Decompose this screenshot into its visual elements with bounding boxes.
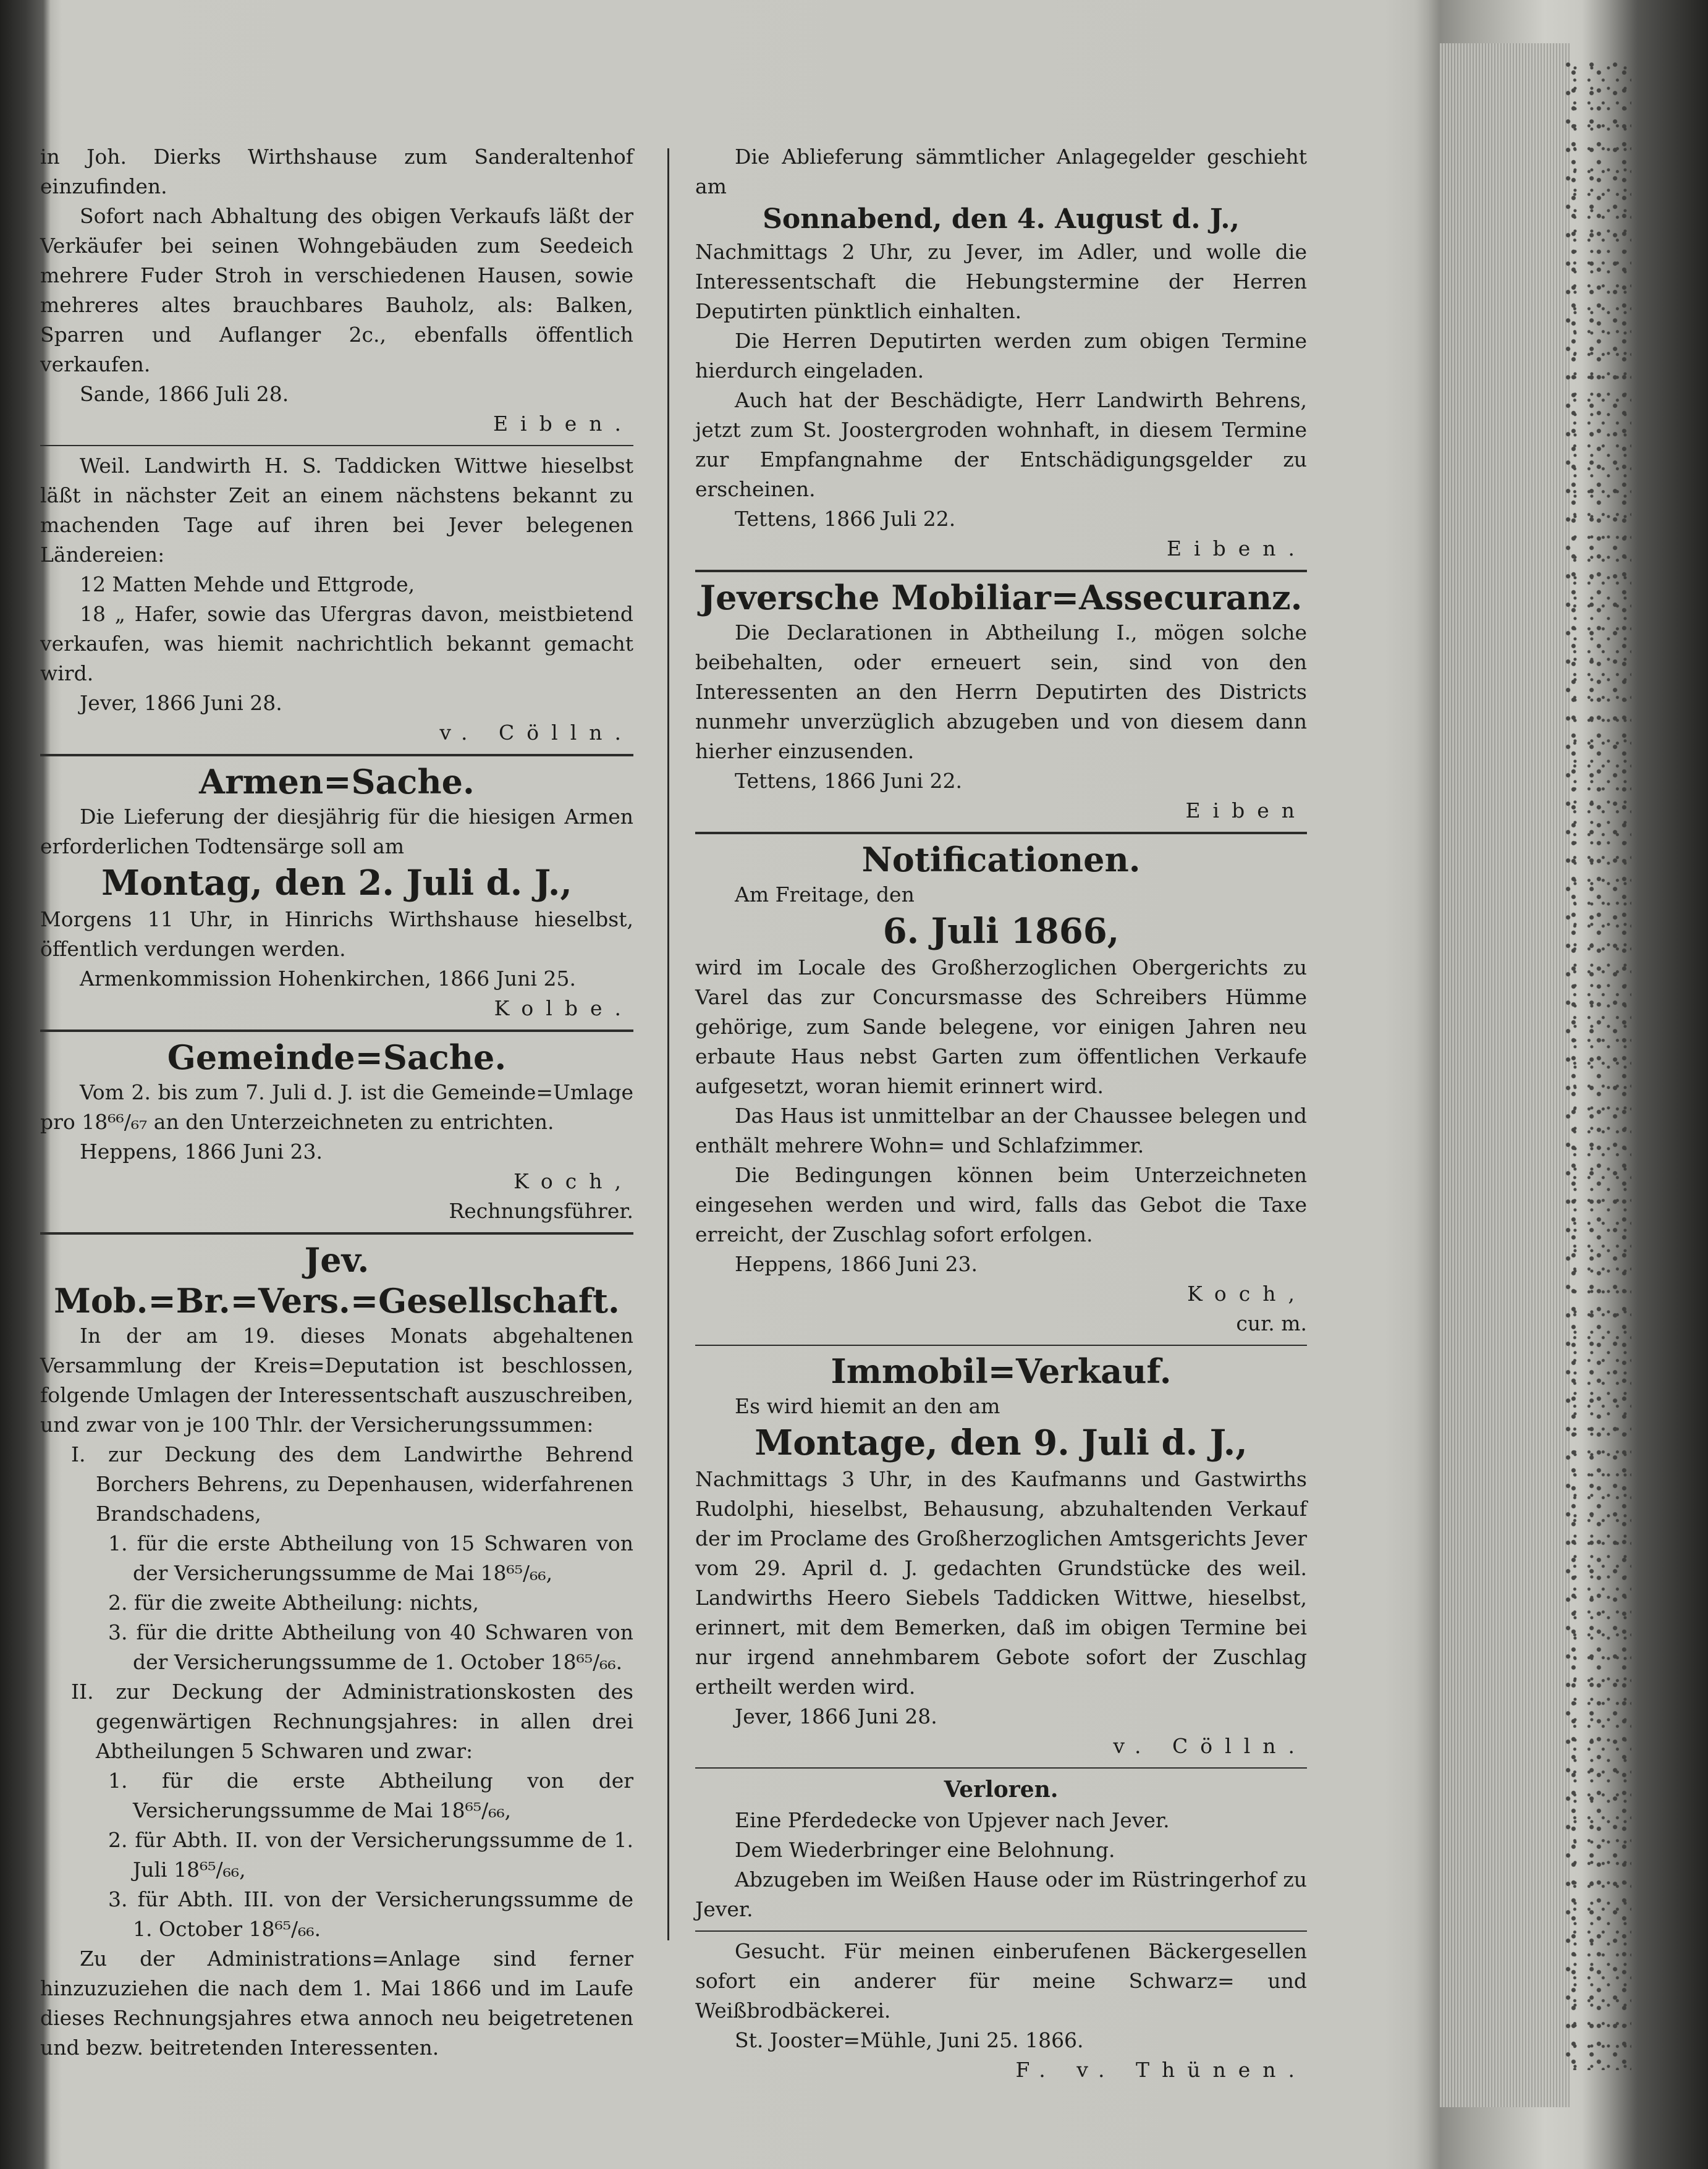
list-item: 2. für Abth. II. von der Versicherungssumme de 1. Juli 18⁶⁵/₆₆, <box>108 1828 633 1882</box>
text-paragraph: Nachmittags 3 Uhr, in des Kaufmanns und Gastwirths Rudolphi, hieselbst, Behausung, abzuhaltenden Verkauf der im Proclame des Großherzoglichen Amtsgerichts Jever vom 29. April d. J. gedachten Grundstücke des weil. Landwirths Heero Siebels Taddicken Wittwe, hieselbst, erinnert, mit dem Bemerken, daß im obigen Termine bei nur irgend annehmbarem Gebote sofort der Zuschlag ertheilt werden wird. <box>695 1467 1307 1699</box>
text-line: Eine Pferdedecke von Upjever nach Jever. <box>735 1808 1170 1832</box>
text-paragraph: Die Herren Deputirten werden zum obigen Termine hierdurch eingeladen. <box>695 329 1307 383</box>
text-paragraph: Morgens 11 Uhr, in Hinrichs Wirthshause hieselbst, öffentlich verdungen werden. <box>40 907 633 961</box>
text-paragraph: Abzugeben im Weißen Hause oder im Rüstringerhof zu Jever. <box>695 1867 1307 1921</box>
signature: Eiben <box>1185 798 1307 822</box>
text-line: 12 Matten Mehde und Ettgrode, <box>80 572 415 596</box>
book-page-edges <box>1440 43 1570 2107</box>
section-heading: Jev. Mob.=Br.=Vers.=Gesellschaft. <box>54 1240 620 1321</box>
text-paragraph: 18 „ Hafer, sowie das Ufergras davon, meistbietend verkaufen, was hiemit nachrichtlich bekannt gemacht wird. <box>40 602 633 685</box>
signature: Koch, <box>514 1169 633 1193</box>
text-paragraph: Die Bedingungen können beim Unterzeichneten eingesehen werden und wird, falls das Gebot die Taxe erreicht, der Zuschlag sofort erfolgen. <box>695 1163 1307 1246</box>
event-date: 6. Juli 1866, <box>882 911 1120 952</box>
divider <box>695 1345 1307 1346</box>
text-line: Am Freitage, den <box>735 882 915 907</box>
list-item: I. zur Deckung des dem Landwirthe Behrend Borchers Behrens, zu Depenhausen, widerfahrenen Brandschadens, <box>71 1442 633 1526</box>
divider <box>40 1232 633 1235</box>
dateline: Jever, 1866 Juni 28. <box>80 691 282 715</box>
text-paragraph: Vom 2. bis zum 7. Juli d. J. ist die Gemeinde=Umlage pro 18⁶⁶/₆₇ an den Unterzeichneten zu entrichten. <box>40 1080 633 1134</box>
text-paragraph: Weil. Landwirth H. S. Taddicken Wittwe hieselbst läßt in nächster Zeit an einem nächstens bekannt zu machenden Tage auf ihren bei Jever belegenen Ländereien: <box>40 454 633 567</box>
page-edge-speckles <box>1563 62 1631 2070</box>
signature-title: cur. m. <box>1236 1311 1307 1335</box>
text-paragraph: Die Ablieferung sämmtlicher Anlagegelder geschieht am <box>695 145 1307 198</box>
signature: v. Cölln. <box>439 721 633 745</box>
column-divider <box>667 148 669 1940</box>
section-heading: Immobil=Verkauf. <box>831 1351 1172 1391</box>
event-date: Montag, den 2. Juli d. J., <box>101 863 572 903</box>
dateline: Tettens, 1866 Juni 22. <box>735 769 962 793</box>
text-paragraph: Gesucht. Für meinen einberufenen Bäckergesellen sofort ein anderer für meine Schwarz= und Weißbrodbäckerei. <box>695 1939 1307 2023</box>
signature: Kolbe. <box>494 996 633 1020</box>
event-date: Montage, den 9. Juli d. J., <box>755 1423 1248 1463</box>
text-paragraph: wird im Locale des Großherzoglichen Obergerichts zu Varel das zur Concursmasse des Schreibers Hümme gehörige, zum Sande belegene, vor einigen Jahren neu erbaute Haus nebst Garten zum öffentlichen Verkaufe aufgesetzt, woran hiemit erinnert wird. <box>695 955 1307 1098</box>
text-paragraph: Zu der Administrations=Anlage sind ferner hinzuzuziehen die nach dem 1. Mai 1866 und im Laufe dieses Rechnungsjahres etwa annoch neu beigetretenen und bezw. beitretenden Interessenten. <box>40 1947 633 2060</box>
dateline: Armenkommission Hohenkirchen, 1866 Juni 25. <box>80 966 576 991</box>
section-heading: Verloren. <box>944 1777 1059 1803</box>
list-item: 1. für die erste Abtheilung von der Versicherungssumme de Mai 18⁶⁵/₆₆, <box>108 1769 633 1822</box>
dateline: Heppens, 1866 Juni 23. <box>735 1252 978 1276</box>
signature: v. Cölln. <box>1113 1734 1307 1758</box>
section-heading: Armen=Sache. <box>199 762 475 801</box>
list-item: 1. für die erste Abtheilung von 15 Schwaren von der Versicherungssumme de Mai 18⁶⁵/₆₆, <box>108 1531 633 1585</box>
divider <box>40 754 633 756</box>
signature: Eiben. <box>1166 536 1307 560</box>
list-item: 2. für die zweite Abtheilung: nichts, <box>108 1591 479 1615</box>
divider <box>695 1930 1307 1932</box>
event-date: Sonnabend, den 4. August d. J., <box>763 203 1240 235</box>
text-paragraph: Sofort nach Abhaltung des obigen Verkaufs läßt der Verkäufer bei seinen Wohngebäuden zum Seedeich mehrere Fuder Stroh in verschiedenen Hausen, sowie mehreres altes brauchbares Bauholz, als: Balken, Sparren und Auflanger 2c., ebenfalls öffentlich verkaufen. <box>40 204 633 376</box>
signature: Koch, <box>1187 1282 1307 1306</box>
signature-title: Rechnungsführer. <box>449 1199 633 1223</box>
text-paragraph: In der am 19. dieses Monats abgehaltenen Versammlung der Kreis=Deputation ist beschlossen, folgende Umlagen der Interessentschaft auszuschreiben, und zwar von je 100 Thlr. der Versicherungssummen: <box>40 1324 633 1437</box>
divider <box>695 832 1307 834</box>
left-column <box>40 142 633 2063</box>
divider <box>40 1030 633 1032</box>
text-paragraph: Auch hat der Beschädigte, Herr Landwirth Behrens, jetzt zum St. Joostergroden wohnhaft, in diesem Termine zur Empfangnahme der Entschädigungsgelder zu erscheinen. <box>695 388 1307 501</box>
list-item: 3. für die dritte Abtheilung von 40 Schwaren von der Versicherungssumme de 1. October 18⁶⁵/₆₆. <box>108 1620 633 1674</box>
dateline: Sande, 1866 Juli 28. <box>80 382 289 406</box>
text-paragraph: Das Haus ist unmittelbar an der Chaussee belegen und enthält mehrere Wohn= und Schlafzimmer. <box>695 1104 1307 1157</box>
text-line: Es wird hiemit an den am <box>735 1394 1000 1418</box>
divider <box>695 1767 1307 1769</box>
divider <box>695 570 1307 572</box>
list-item: II. zur Deckung der Administrationskosten des gegenwärtigen Rechnungsjahres: in allen drei Abtheilungen 5 Schwaren und zwar: <box>71 1680 633 1763</box>
right-column <box>695 142 1307 2085</box>
section-heading: Jeversche Mobiliar=Assecuranz. <box>700 578 1303 617</box>
text-paragraph: Die Lieferung der diesjährig für die hiesigen Armen erforderlichen Todtensärge soll am <box>40 805 633 858</box>
dateline: Tettens, 1866 Juli 22. <box>735 507 956 531</box>
divider <box>40 445 633 446</box>
dateline: St. Jooster=Mühle, Juni 25. 1866. <box>735 2028 1084 2052</box>
signature: Eiben. <box>493 412 633 436</box>
text-paragraph: Die Declarationen in Abtheilung I., mögen solche beibehalten, oder erneuert sein, sind von den Interessenten an den Herrn Deputirten des Districts nunmehr unverzüglich abzugeben und von diesem dann hierher einzusenden. <box>695 620 1307 763</box>
dateline: Heppens, 1866 Juni 23. <box>80 1139 323 1164</box>
section-heading: Gemeinde=Sache. <box>167 1038 507 1077</box>
signature: F. v. Thünen. <box>1015 2058 1307 2082</box>
list-item: 3. für Abth. III. von der Versicherungssumme de 1. October 18⁶⁵/₆₆. <box>108 1887 633 1941</box>
text-line: Dem Wiederbringer eine Belohnung. <box>735 1838 1115 1862</box>
text-paragraph: Nachmittags 2 Uhr, zu Jever, im Adler, und wolle die Interessentschaft die Hebungstermine der Herren Deputirten pünktlich einhalten. <box>695 240 1307 323</box>
dateline: Jever, 1866 Juni 28. <box>735 1704 937 1728</box>
section-heading: Notificationen. <box>861 840 1141 879</box>
text-line: in Joh. Dierks Wirthshause zum Sanderaltenhof einzufinden. <box>40 145 633 198</box>
